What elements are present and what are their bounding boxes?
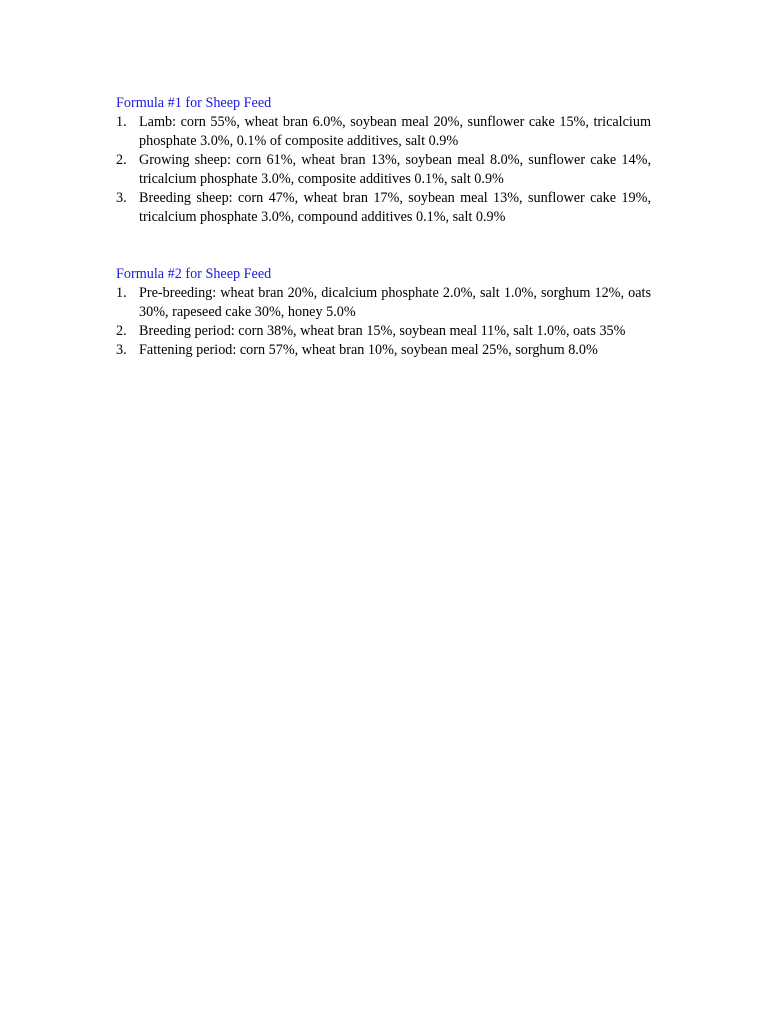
list-item <box>116 322 651 341</box>
list-item-text: Lamb: corn 55%, wheat bran 6.0%, soybean meal 20%, sunflower cake 15%, tricalcium phosphate 3.0%, 0.1% of composite additives, salt 0.9% <box>139 114 651 149</box>
list-item-text: Growing sheep: corn 61%, wheat bran 13%, soybean meal 8.0%, sunflower cake 14%, tricalcium phosphate 3.0%, composite additives 0.1%, salt 0.9% <box>139 152 651 187</box>
list-item <box>116 151 651 189</box>
list-item-number: 2. <box>116 323 127 339</box>
list-item-number: 2. <box>116 152 127 168</box>
formula-list <box>116 284 651 360</box>
formula-2-section <box>116 265 651 360</box>
list-item-text: Pre-breeding: wheat bran 20%, dicalcium phosphate 2.0%, salt 1.0%, sorghum 12%, oats 30%, rapeseed cake 30%, honey 5.0% <box>139 285 651 320</box>
list-item <box>116 113 651 151</box>
section-heading: Formula #1 for Sheep Feed <box>116 95 272 111</box>
list-item-number: 3. <box>116 190 127 206</box>
list-item-number: 1. <box>116 285 127 301</box>
list-item-number: 3. <box>116 342 127 358</box>
list-item-text: Fattening period: corn 57%, wheat bran 10%, soybean meal 25%, sorghum 8.0% <box>139 342 598 358</box>
formula-1-section <box>116 94 651 227</box>
document-page <box>116 94 651 360</box>
list-item <box>116 341 651 360</box>
list-item <box>116 284 651 322</box>
list-item <box>116 189 651 227</box>
section-heading: Formula #2 for Sheep Feed <box>116 266 272 282</box>
formula-list <box>116 113 651 227</box>
list-item-number: 1. <box>116 114 127 130</box>
list-item-text: Breeding sheep: corn 47%, wheat bran 17%, soybean meal 13%, sunflower cake 19%, tricalcium phosphate 3.0%, compound additives 0.1%, salt 0.9% <box>139 190 651 225</box>
list-item-text: Breeding period: corn 38%, wheat bran 15%, soybean meal 11%, salt 1.0%, oats 35% <box>139 323 626 339</box>
